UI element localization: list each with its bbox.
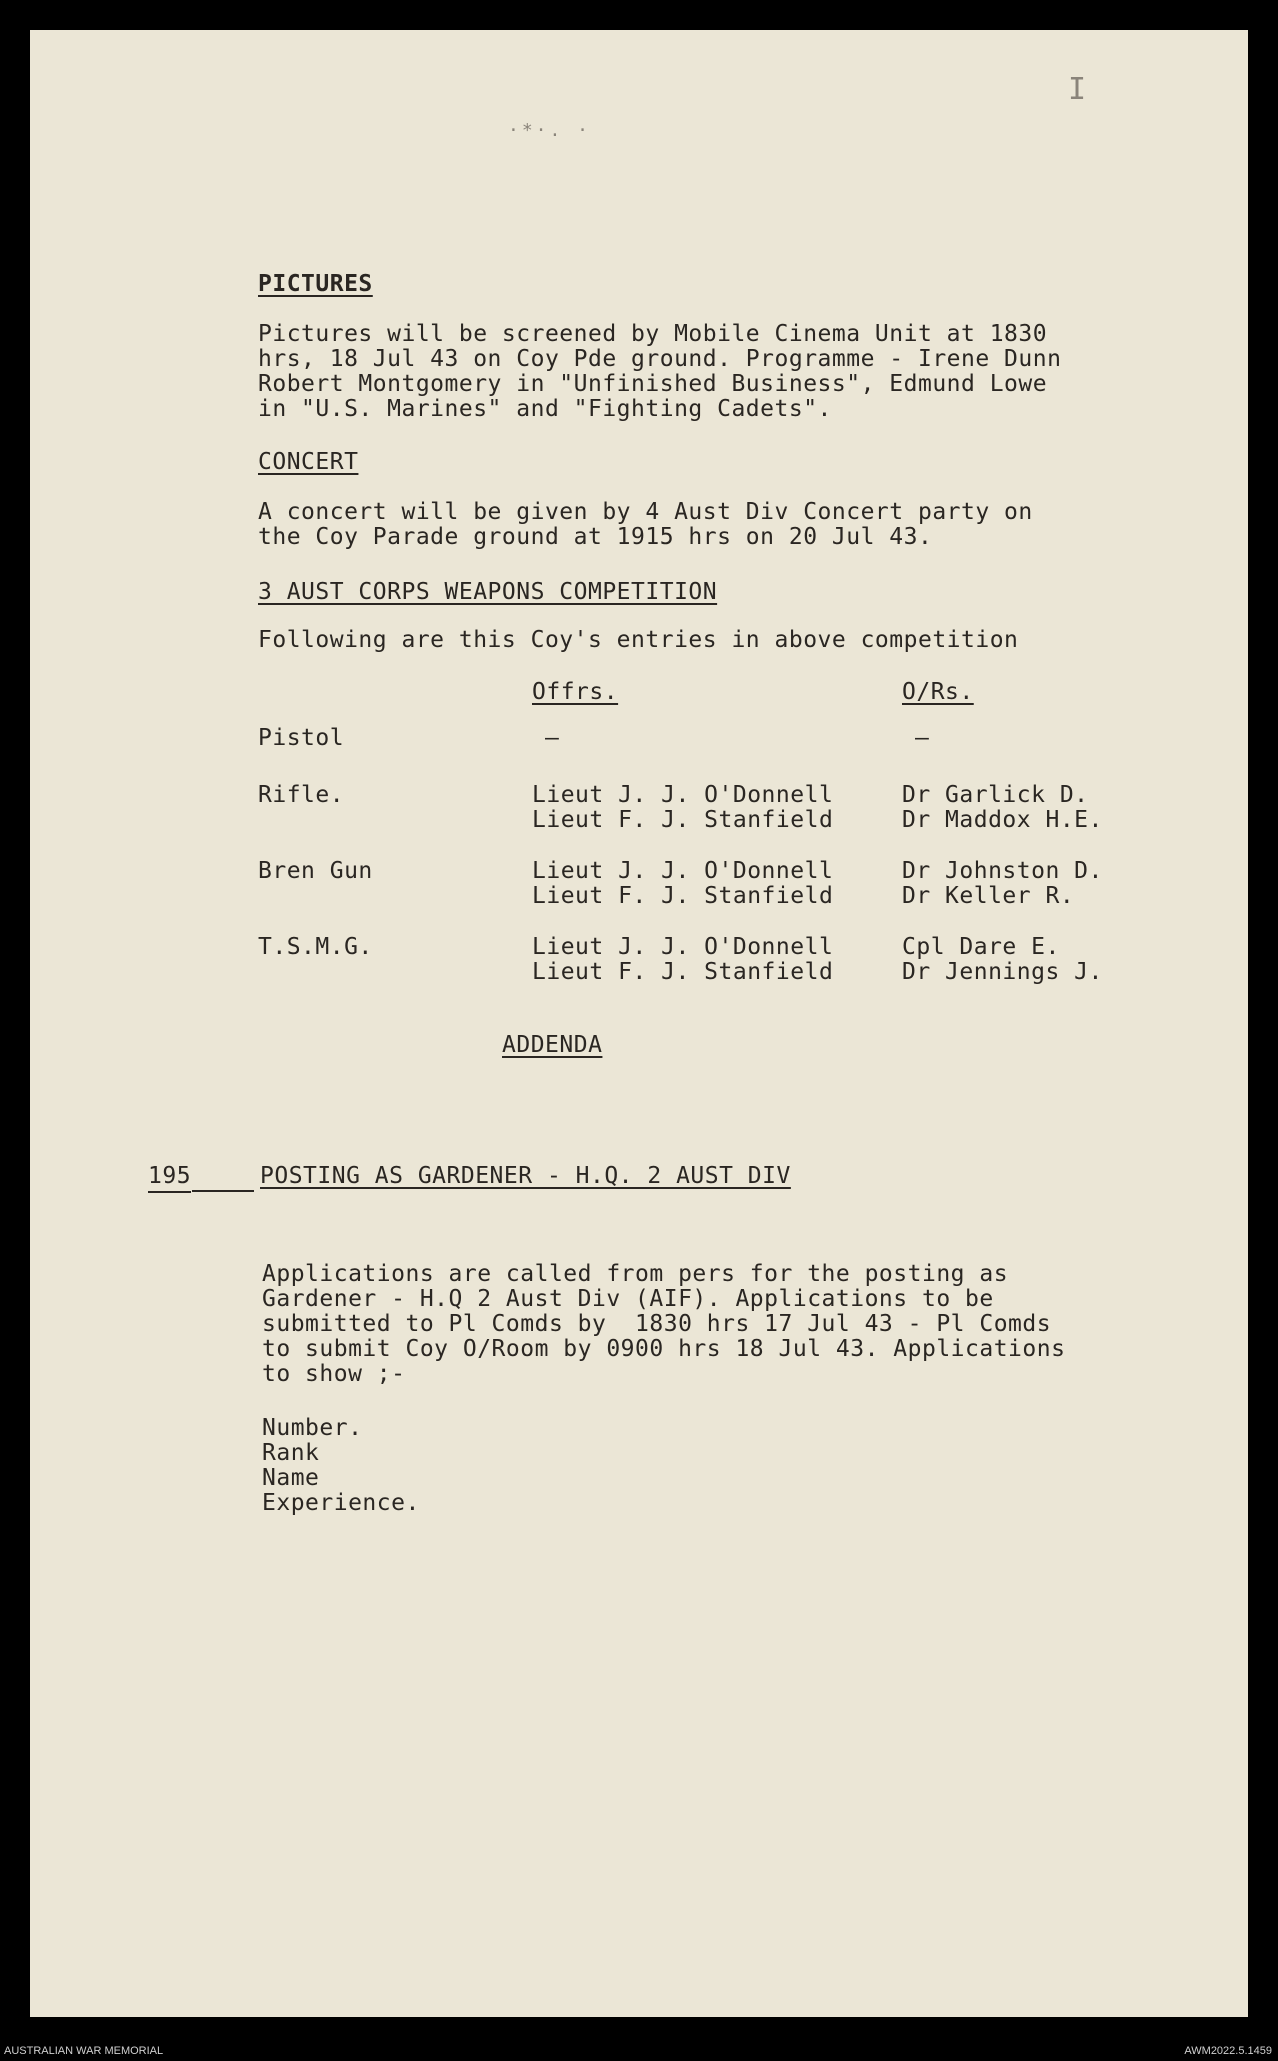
text-line: to show ;-: [262, 1361, 406, 1387]
entry-dash: —: [915, 725, 930, 751]
text-line: submitted to Pl Comds by 1830 hrs 17 Jul 43 - Pl Comds: [262, 1311, 1052, 1337]
top-mark: ·*·. ·: [508, 120, 592, 141]
list-item: Name: [262, 1465, 320, 1491]
posting-number-rule: [192, 1190, 254, 1192]
weapon-label: T.S.M.G.: [258, 934, 373, 960]
or-entries: [902, 859, 1103, 909]
officer-entries: [532, 783, 833, 833]
entry-name: Lieut J. J. O'Donnell: [532, 782, 834, 808]
posting-heading: POSTING AS GARDENER - H.Q. 2 AUST DIV: [260, 1163, 791, 1189]
concert-heading: CONCERT: [258, 449, 359, 475]
archive-footer: [0, 2043, 1278, 2061]
column-header-ors: O/Rs.: [902, 679, 974, 705]
addenda-heading: ADDENDA: [502, 1032, 603, 1058]
text-line: Applications are called from pers for the posting as: [262, 1261, 1009, 1287]
entry-name: Lieut J. J. O'Donnell: [532, 858, 834, 884]
concert-paragraph: [258, 500, 1033, 550]
entry-name: Dr Garlick D.: [902, 782, 1089, 808]
entry-dash: —: [545, 725, 560, 751]
pictures-paragraph: [258, 322, 1061, 422]
weapon-label: Pistol: [258, 725, 345, 751]
list-item: Experience.: [262, 1490, 420, 1516]
competition-heading: 3 AUST CORPS WEAPONS COMPETITION: [258, 579, 718, 605]
text-line: hrs, 18 Jul 43 on Coy Pde ground. Programme - Irene Dunn: [258, 346, 1062, 372]
entry-name: Dr Johnston D.: [902, 858, 1103, 884]
entry-name: Lieut F. J. Stanfield: [532, 807, 834, 833]
entry-name: Cpl Dare E.: [902, 934, 1060, 960]
text-line: the Coy Parade ground at 1915 hrs on 20 Jul 43.: [258, 524, 933, 550]
officer-entries: [532, 935, 833, 985]
list-item: Number.: [262, 1415, 363, 1441]
entry-name: Dr Maddox H.E.: [902, 807, 1103, 833]
posting-paragraph: [262, 1262, 1065, 1387]
archive-reference: AWM2022.5.1459: [1184, 2045, 1272, 2057]
text-line: in "U.S. Marines" and "Fighting Cadets".: [258, 396, 832, 422]
officer-entries: [532, 859, 833, 909]
posting-number: 195: [148, 1164, 191, 1193]
text-line: to submit Coy O/Room by 0900 hrs 18 Jul 43. Applications: [262, 1336, 1066, 1362]
archive-name: AUSTRALIAN WAR MEMORIAL: [4, 2045, 164, 2057]
entry-name: Lieut F. J. Stanfield: [532, 959, 834, 985]
column-header-offrs: Offrs.: [532, 679, 619, 705]
list-item: Rank: [262, 1440, 320, 1466]
entry-name: Dr Jennings J.: [902, 959, 1103, 985]
pictures-heading: PICTURES: [258, 271, 373, 297]
or-entries: [902, 935, 1103, 985]
competition-intro: Following are this Coy's entries in above competition: [258, 627, 1019, 653]
entry-name: Dr Keller R.: [902, 883, 1075, 909]
text-line: Gardener - H.Q 2 Aust Div (AIF). Applications to be: [262, 1286, 994, 1312]
weapon-label: Rifle.: [258, 782, 345, 808]
text-line: Pictures will be screened by Mobile Cinema Unit at 1830: [258, 321, 1048, 347]
entry-name: Lieut F. J. Stanfield: [532, 883, 834, 909]
text-line: Robert Montgomery in "Unfinished Business", Edmund Lowe: [258, 371, 1048, 397]
corner-mark: I: [1068, 72, 1087, 107]
document-page: [30, 30, 1248, 2017]
application-items: [262, 1416, 420, 1516]
weapon-label: Bren Gun: [258, 858, 373, 884]
or-entries: [902, 783, 1103, 833]
entry-name: Lieut J. J. O'Donnell: [532, 934, 834, 960]
text-line: A concert will be given by 4 Aust Div Concert party on: [258, 499, 1033, 525]
